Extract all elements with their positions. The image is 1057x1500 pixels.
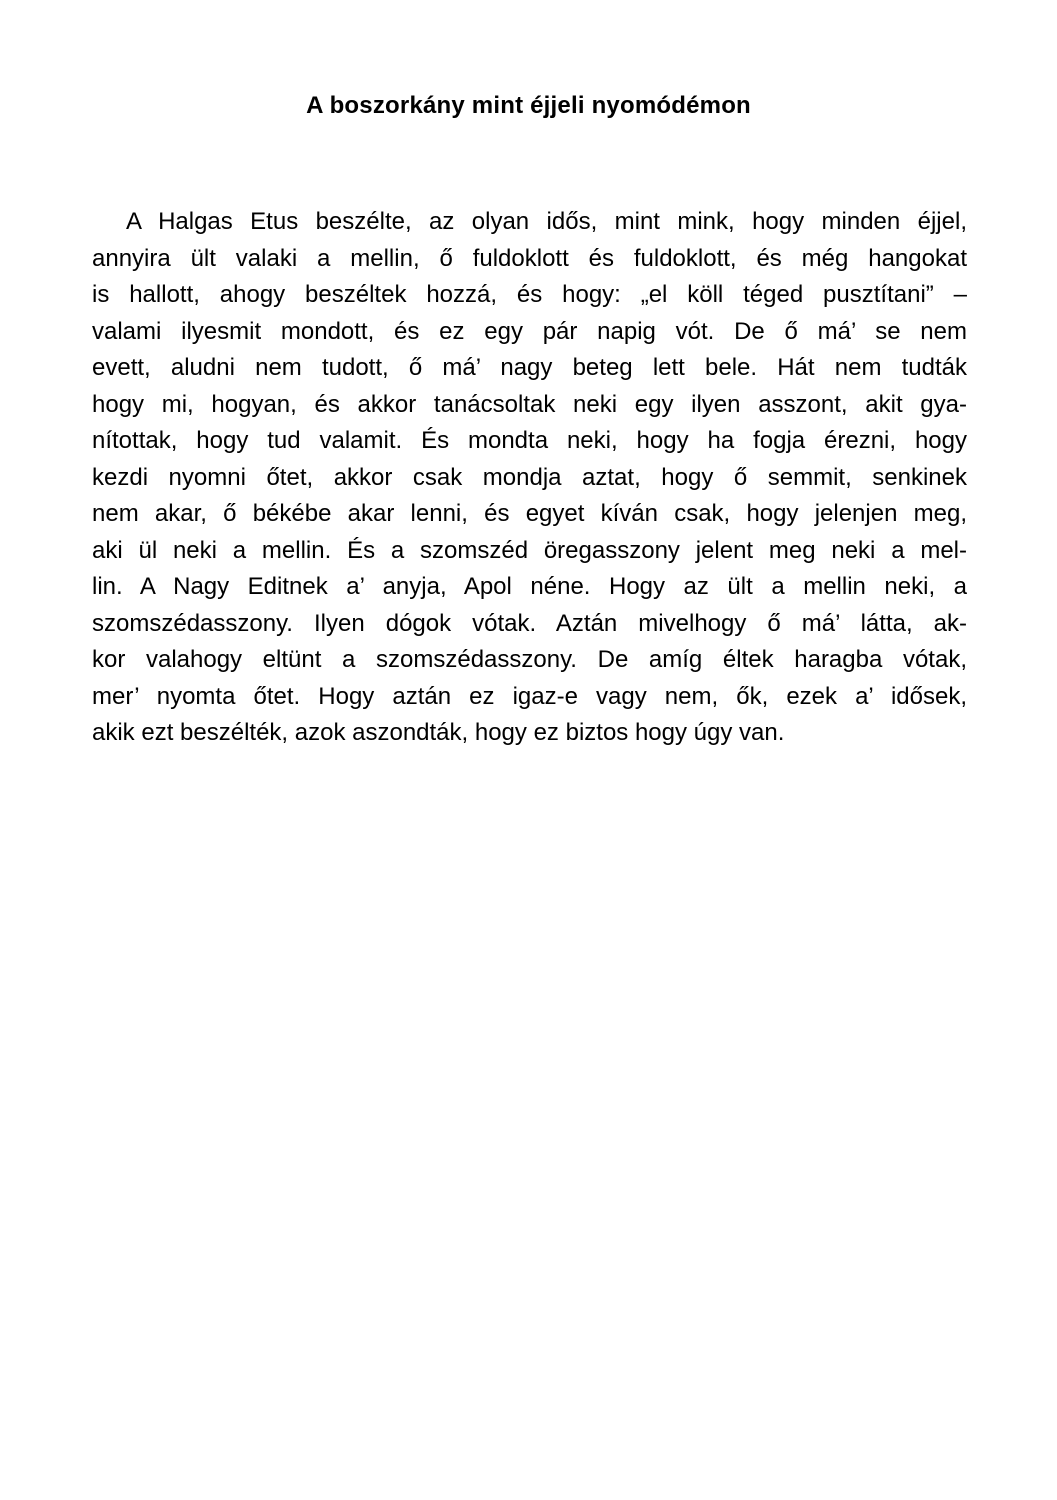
- paragraph-line: kor valahogy eltünt a szomszédasszony. De amíg éltek haragba vótak,: [92, 646, 967, 673]
- paragraph-line: szomszédasszony. Ilyen dógok vótak. Aztán mivelhogy ő má’ látta, ak-: [92, 609, 967, 637]
- paragraph-line: mer’ nyomta őtet. Hogy aztán ez igaz-e vagy nem, ők, ezek a’ idősek,: [92, 682, 967, 710]
- paragraph-line: hogy mi, hogyan, és akkor tanácsoltak neki egy ilyen asszont, akit gya-: [92, 390, 967, 418]
- paragraph-line: akik ezt beszélték, azok aszondták, hogy ez biztos hogy úgy van.: [92, 719, 785, 746]
- paragraph-line: annyira ült valaki a mellin, ő fuldoklott és fuldoklott, és még hangokat: [92, 244, 967, 272]
- body-paragraph: [92, 204, 967, 752]
- page-title: A boszorkány mint éjjeli nyomódémon: [306, 92, 751, 119]
- paragraph-line: A Halgas Etus beszélte, az olyan idős, mint mink, hogy minden éjjel,: [126, 208, 967, 235]
- paragraph-line: is hallott, ahogy beszéltek hozzá, és hogy: „el köll téged pusztítani” –: [92, 281, 967, 308]
- paragraph-line: aki ül neki a mellin. És a szomszéd öregasszony jelent meg neki a mel-: [92, 536, 967, 564]
- paragraph-line: valami ilyesmit mondott, és ez egy pár napig vót. De ő má’ se nem: [92, 317, 967, 345]
- paragraph-line: lin. A Nagy Editnek a’ anyja, Apol néne. Hogy az ült a mellin neki, a: [92, 573, 967, 600]
- paragraph-line: evett, aludni nem tudott, ő má’ nagy beteg lett bele. Hát nem tudták: [92, 354, 967, 381]
- paragraph-line: kezdi nyomni őtet, akkor csak mondja aztat, hogy ő semmit, senkinek: [92, 463, 967, 491]
- paragraph-line: nítottak, hogy tud valamit. És mondta neki, hogy ha fogja érezni, hogy: [92, 427, 967, 454]
- paragraph-line: nem akar, ő békébe akar lenni, és egyet kíván csak, hogy jelenjen meg,: [92, 500, 967, 527]
